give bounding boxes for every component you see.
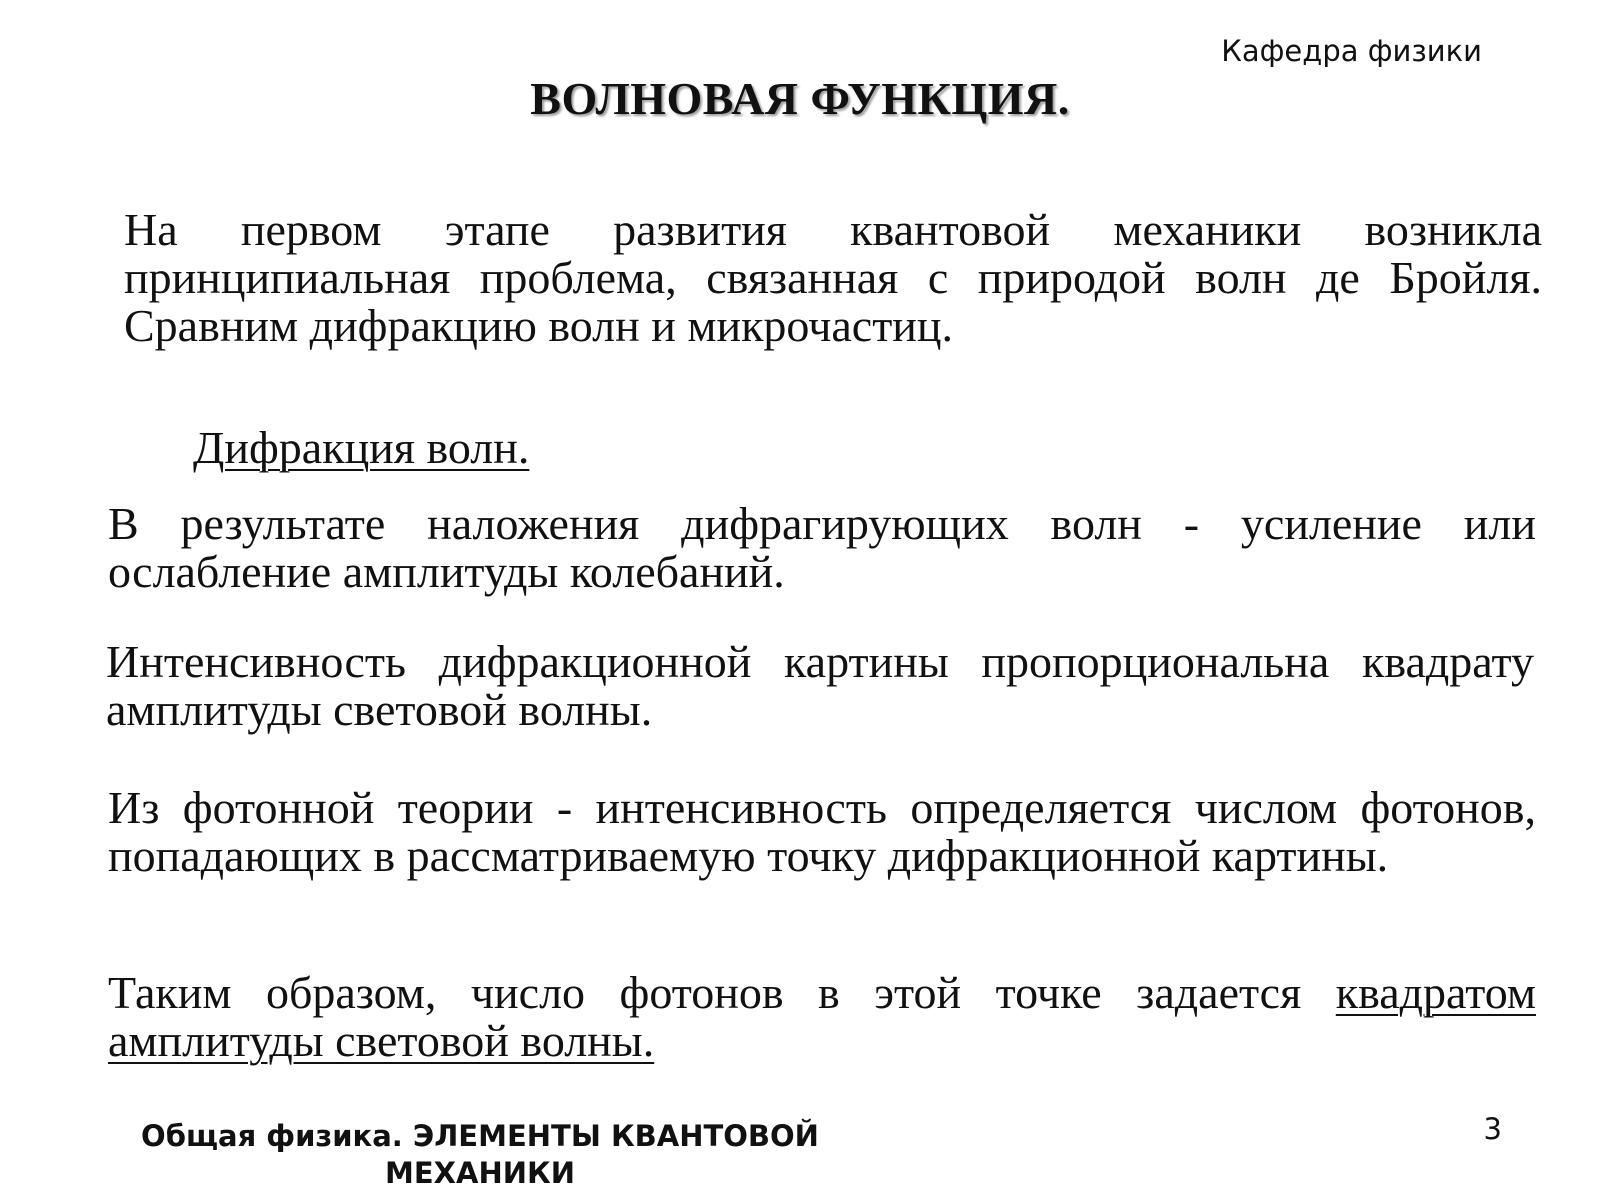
superposition-paragraph: В результате наложения дифрагирующих волн - усиление или ослабление амплитуды колебаний.	[108, 498, 1536, 597]
conclusion-text: Таким образом, число фотонов в этой точке задается	[108, 967, 1336, 1018]
intensity-paragraph: Интенсивность дифракционной картины пропорциональна квадрату амплитуды световой волны.	[106, 636, 1534, 735]
footer-course-title: Общая физика. ЭЛЕМЕНТЫ КВАНТОВОЙ МЕХАНИКИ	[141, 1119, 819, 1190]
conclusion-paragraph	[108, 969, 1536, 1065]
page-number: 3	[1483, 1112, 1502, 1146]
intro-paragraph: На первом этапе развития квантовой механики возникла принципиальная проблема, связанная с природой волн де Бройля. Сравним дифракцию волн и микрочастиц.	[124, 204, 1542, 351]
department-label: Кафедра физики	[1221, 34, 1482, 68]
section-subheading: Дифракция волн.	[193, 422, 530, 473]
slide-title: ВОЛНОВАЯ ФУНКЦИЯ.	[530, 73, 1070, 124]
conclusion-underlined-text: квадратом амплитуды световой волны.	[108, 967, 1536, 1066]
photon-theory-paragraph: Из фотонной теории - интенсивность определяется числом фотонов, попадающих в рассматриваемую точку дифракционной картины.	[108, 782, 1536, 881]
